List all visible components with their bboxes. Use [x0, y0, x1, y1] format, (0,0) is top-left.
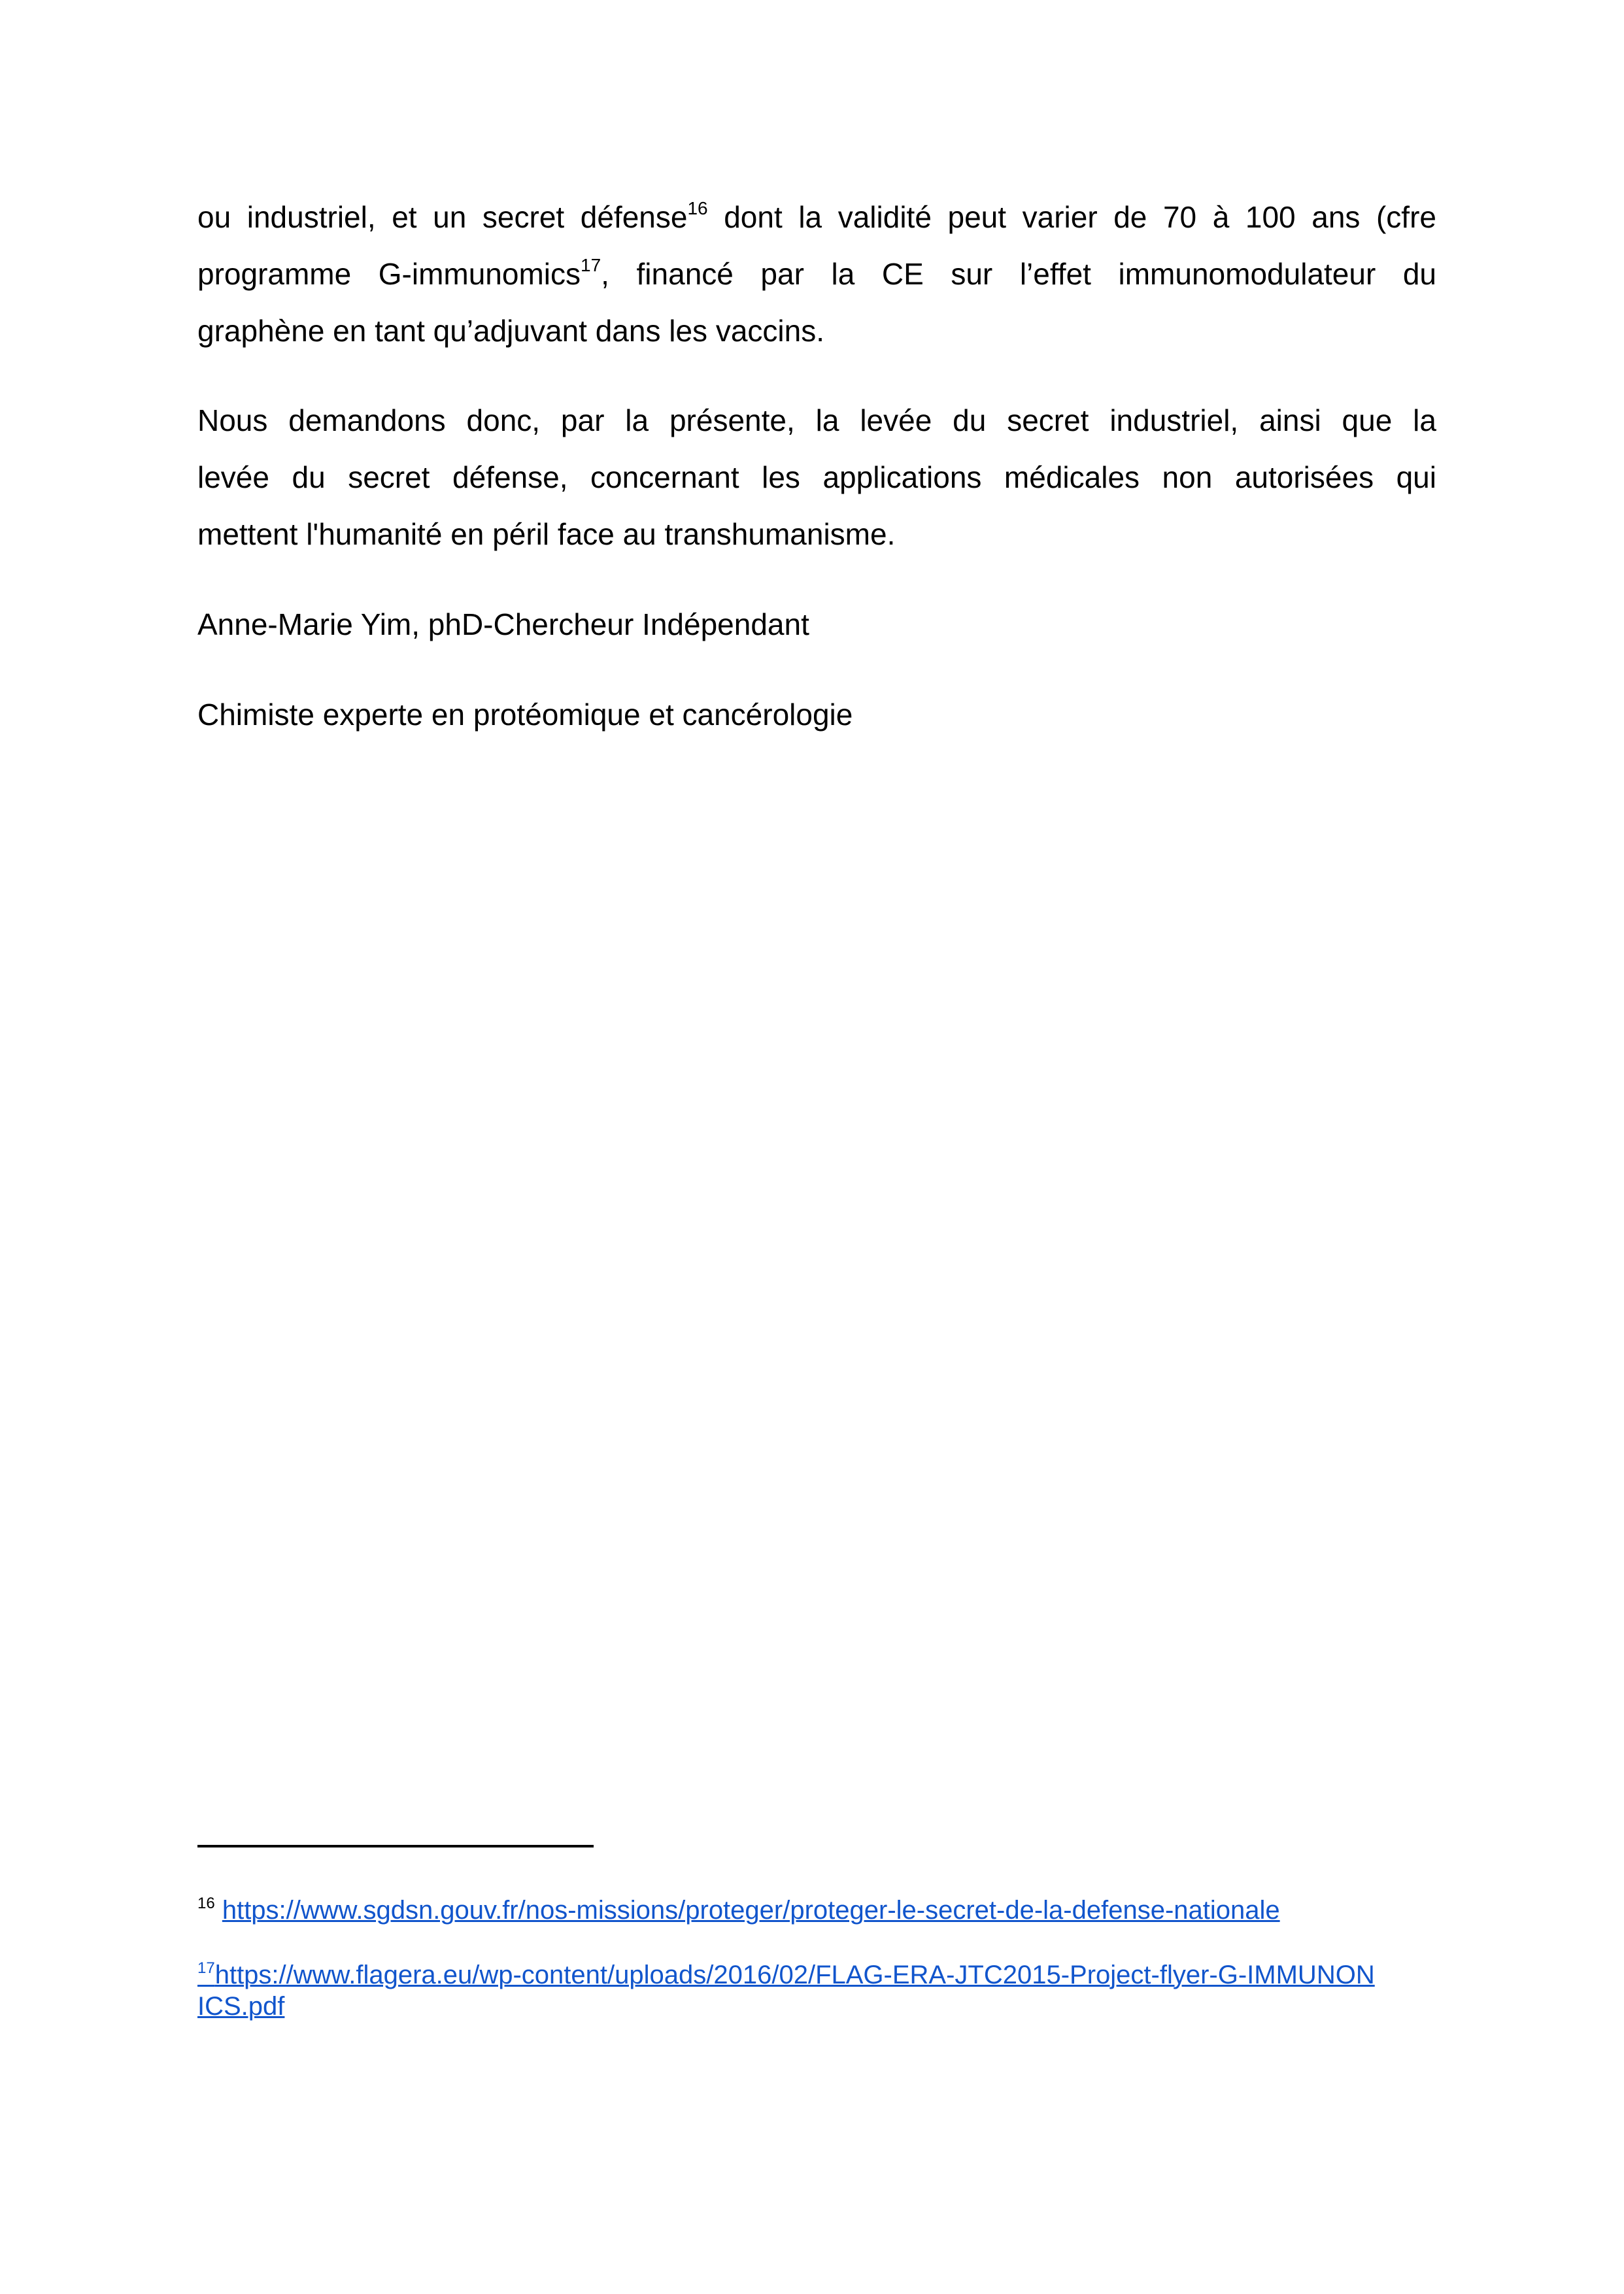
paragraph-graphene: [197, 189, 1436, 360]
text: dont la validité peut varier de 70 à 100 ans (cfre: [707, 200, 1436, 234]
text-line: Nous demandons donc, par la présente, la levée du secret industriel, ainsi que la: [197, 403, 1436, 437]
paragraph-request: [197, 392, 1436, 563]
text: ou industriel, et un secret défense: [197, 200, 688, 234]
footnote-number: 17: [197, 1959, 215, 1977]
text-line: [197, 189, 1436, 246]
text: , financé par la CE sur l’effet immunomodulateur du: [601, 257, 1436, 291]
footnote-ref-17[interactable]: 17: [581, 255, 601, 275]
link-text: ICS.pdf: [197, 1992, 285, 2021]
footnote-link[interactable]: [197, 1961, 1375, 2021]
text-line: levée du secret défense, concernant les applications médicales non autorisées qui: [197, 460, 1436, 494]
text: programme G-immunomics: [197, 257, 581, 291]
footnote-ref-16[interactable]: 16: [687, 198, 708, 218]
signature-title: Chimiste experte en protéomique et cancérologie: [197, 698, 853, 732]
signature-name: Anne-Marie Yim, phD-Chercheur Indépendant: [197, 607, 809, 641]
signature-title-block: [197, 686, 1436, 743]
text: graphène en tant qu’adjuvant dans les vaccins.: [197, 314, 824, 348]
link-text: https://www.flagera.eu/wp-content/uploads/2016/02/FLAG-ERA-JTC2015-Project-flyer-G-IMMUNON: [214, 1961, 1375, 1989]
footnote-link[interactable]: https://www.sgdsn.gouv.fr/nos-missions/proteger/proteger-le-secret-de-la-defense-nationale: [222, 1896, 1280, 1925]
text-line: [197, 303, 1436, 360]
signature: [197, 596, 1436, 653]
footnote-separator: [197, 1845, 594, 1847]
text-line: [197, 246, 1436, 303]
footnote-16: [197, 1895, 1436, 1926]
footnote-17: [197, 1959, 1436, 2022]
text-line: mettent l'humanité en péril face au transhumanisme.: [197, 517, 896, 551]
footnote-number: 16: [197, 1895, 215, 1912]
